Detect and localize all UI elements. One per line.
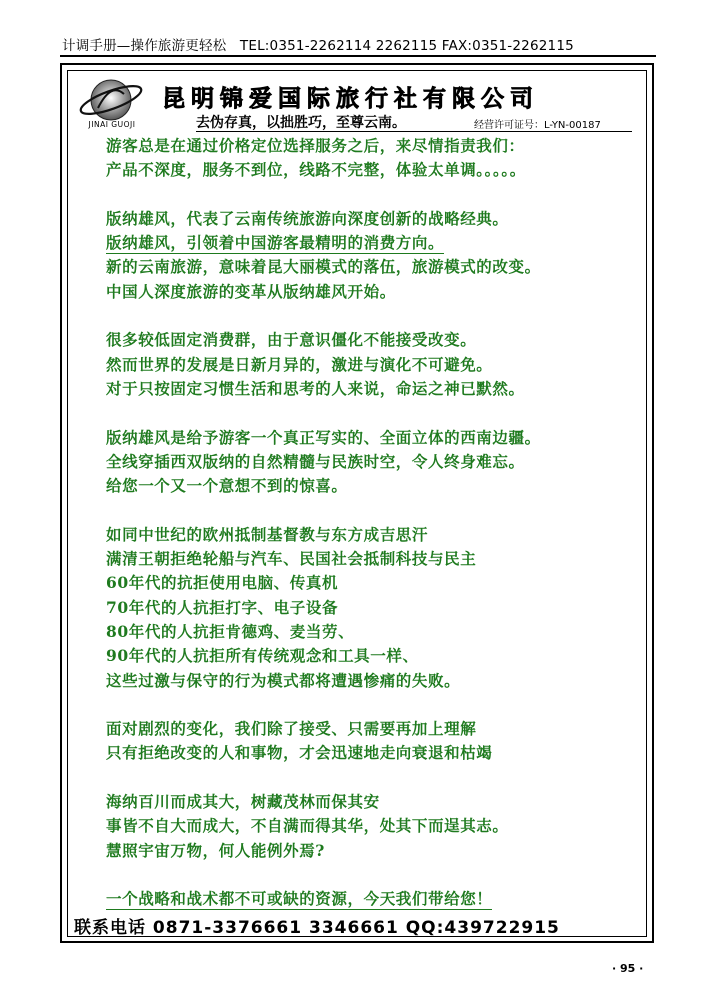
text-line: 只有拒绝改变的人和事物，才会迅速地走向衰退和枯竭	[106, 743, 493, 763]
text-line: 中国人深度旅游的变革从版纳雄风开始。	[106, 281, 396, 301]
text-line: 产品不深度，服务不到位，线路不完整，体验太单调。。。。。	[106, 160, 526, 180]
text-line: 版纳雄风，代表了云南传统旅游向深度创新的战略经典。	[106, 208, 509, 228]
text-line: 慧照宇宙万物，何人能例外焉?	[106, 840, 325, 860]
text-line: 这些过激与保守的行为模式都将遭遇惨痛的失败。	[106, 670, 461, 690]
company-name: 昆明锦爱国际旅行社有限公司	[162, 86, 539, 112]
header-divider	[60, 55, 656, 57]
text-line: 70年代的人抗拒打字、电子设备	[106, 597, 339, 617]
underlined-text: 一个战略和战术都不可或缺的资源，今天我们带给您！	[106, 889, 493, 909]
text-line	[106, 887, 636, 911]
slogan-divider	[196, 131, 632, 132]
text-line: 新的云南旅游，意味着昆大丽模式的落伍，旅游模式的改变。	[106, 257, 541, 277]
text-line: 全线穿插西双版纳的自然精髓与民族时空，令人终身难忘。	[106, 451, 525, 471]
header-bar	[62, 34, 654, 54]
text-line: 版纳雄风是给予游客一个真正写实的、全面立体的西南边疆。	[106, 427, 541, 447]
text-line: 如同中世纪的欧州抵制基督教与东方成吉思汗	[106, 524, 429, 544]
handbook-title: 计调手册—操作旅游更轻松	[62, 38, 227, 54]
body-text	[106, 134, 636, 912]
underlined-text: 版纳雄风，引领着中国游客最精明的消费方向。	[106, 233, 445, 253]
text-line: 然而世界的发展是日新月异的，激进与演化不可避免。	[106, 354, 493, 374]
license-number: 经营许可证号：L-YN-00187	[474, 120, 601, 131]
header-contact: TEL:0351-2262114 2262115 FAX:0351-2262115	[239, 38, 574, 54]
text-line: 对于只按固定习惯生活和思考的人来说，命运之神已默然。	[106, 378, 525, 398]
text-line: 60年代的抗拒使用电脑、传真机	[106, 573, 339, 593]
text-line	[106, 231, 636, 255]
page-number: · 95 ·	[612, 962, 644, 975]
contact-phone-line: 联系电话 0871-3376661 3346661 QQ:439722915	[74, 918, 560, 938]
text-line: 给您一个又一个意想不到的惊喜。	[106, 476, 348, 496]
company-slogan: 去伪存真，以拙胜巧，至尊云南。	[196, 115, 406, 131]
text-line: 面对剧烈的变化，我们除了接受、只需要再加上理解	[106, 719, 477, 739]
text-line: 90年代的人抗拒所有传统观念和工具一样、	[106, 646, 419, 666]
text-line: 游客总是在通过价格定位选择服务之后，来尽情指责我们：	[106, 136, 525, 155]
text-line: 80年代的人抗拒肯德鸡、麦当劳、	[106, 621, 355, 641]
text-line: 海纳百川而成其大，树藏茂林而保其安	[106, 792, 380, 812]
text-line: 很多较低固定消费群，由于意识僵化不能接受改变。	[106, 330, 477, 350]
text-line: 事皆不自大而成大，不自满而得其华，处其下而逞其志。	[106, 816, 509, 836]
text-line: 满清王朝拒绝轮船与汽车、民国社会抵制科技与民主	[106, 549, 477, 569]
logo-caption: JINAI GUOJI	[88, 120, 136, 129]
